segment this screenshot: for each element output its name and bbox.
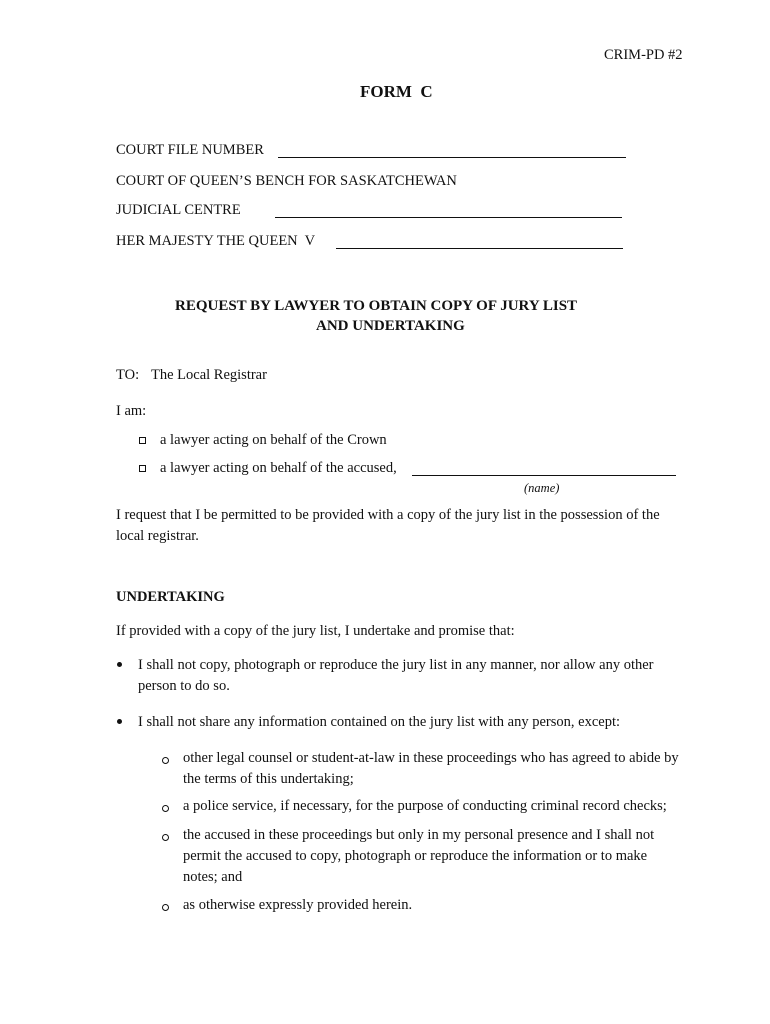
undertaking-bullet: I shall not share any information contained on the jury list with any person, except:	[138, 714, 621, 730]
her-majesty-label: HER MAJESTY THE QUEEN V	[116, 233, 316, 249]
request-title-line2: AND UNDERTAKING	[316, 318, 465, 334]
undertaking-heading: UNDERTAKING	[116, 589, 225, 605]
exception-item: a police service, if necessary, for the purpose of conducting criminal record checks;	[183, 798, 667, 814]
to-recipient: The Local Registrar	[151, 367, 267, 383]
judicial-centre-field[interactable]	[275, 217, 622, 218]
request-title-line1: REQUEST BY LAWYER TO OBTAIN COPY OF JURY LIST	[175, 298, 578, 314]
undertaking-intro: If provided with a copy of the jury list, I undertake and promise that:	[116, 623, 515, 639]
to-label: TO:	[116, 367, 140, 383]
undertaking-bullet: I shall not copy, photograph or reproduce the jury list in any manner, nor allow any other person to do so.	[138, 657, 654, 694]
accused-name-field[interactable]	[336, 248, 623, 249]
request-paragraph: I request that I be permitted to be provided with a copy of the jury list in the possession of the local registrar.	[116, 507, 660, 544]
judicial-centre-label: JUDICIAL CENTRE	[116, 202, 241, 218]
exception-item: other legal counsel or student-at-law in these proceedings who has agreed to abide by the terms of this undertaking;	[183, 750, 679, 787]
lawyer-name-field[interactable]	[412, 475, 676, 476]
accused-option-label: a lawyer acting on behalf of the accused,	[160, 460, 397, 476]
court-name: COURT OF QUEEN’S BENCH FOR SASKATCHEWAN	[116, 173, 457, 189]
circle-bullet-icon	[162, 904, 169, 911]
form-code: CRIM-PD #2	[604, 47, 683, 63]
bullet-icon	[117, 662, 122, 667]
crown-checkbox[interactable]	[139, 437, 146, 444]
bullet-icon	[117, 719, 122, 724]
form-title: FORM C	[360, 82, 433, 101]
circle-bullet-icon	[162, 757, 169, 764]
circle-bullet-icon	[162, 834, 169, 841]
exception-item: as otherwise expressly provided herein.	[183, 897, 413, 913]
court-file-number-field[interactable]	[278, 157, 626, 158]
circle-bullet-icon	[162, 805, 169, 812]
exception-item: the accused in these proceedings but only in my personal presence and I shall not permit the accused to copy, photograph or reproduce the information or to make notes; and	[183, 827, 655, 885]
court-file-number-label: COURT FILE NUMBER	[116, 142, 264, 158]
accused-checkbox[interactable]	[139, 465, 146, 472]
name-caption: (name)	[524, 481, 560, 495]
crown-option-label: a lawyer acting on behalf of the Crown	[160, 432, 387, 448]
i-am-label: I am:	[116, 403, 147, 419]
